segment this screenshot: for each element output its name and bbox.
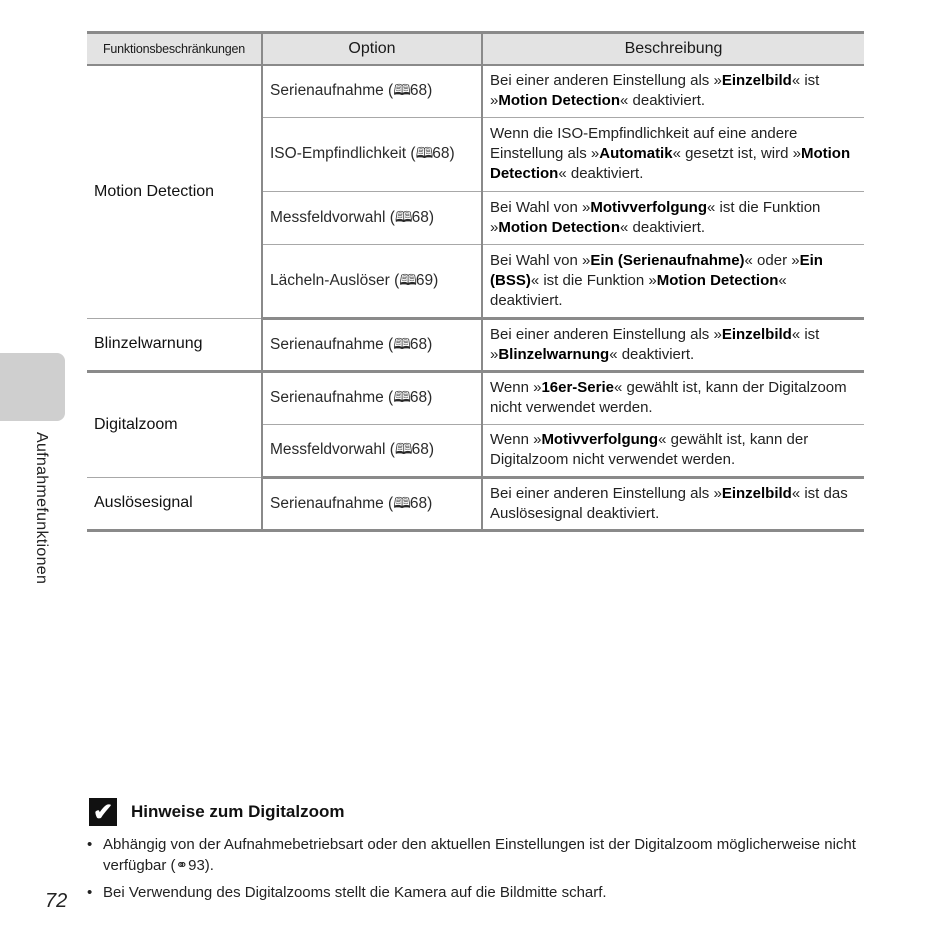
book-icon: 🕮 <box>394 441 412 458</box>
note-box <box>87 795 887 909</box>
desc-cell <box>482 65 864 117</box>
desc-text: « ist » <box>490 72 820 110</box>
desc-bold-text: Motivverfolgung <box>541 431 659 448</box>
desc-text: « gewählt ist, kann der Digitalzoom nicht verwendet werden. <box>490 431 809 468</box>
page-ref: 68) <box>411 208 434 226</box>
option-label: Lächeln-Auslöser ( <box>270 271 400 289</box>
func-blinzelwarnung: Blinzelwarnung <box>87 318 262 371</box>
desc-text: « gewählt ist, kann der Digitalzoom nicht verwendet werden. <box>490 379 847 416</box>
book-icon: 🕮 <box>393 494 410 512</box>
desc-cell <box>482 371 864 424</box>
desc-bold-text: 16er-Serie <box>541 379 614 396</box>
desc-text: « ist die Funktion » <box>490 198 821 236</box>
desc-text: « ist » <box>490 325 820 363</box>
page-ref: 68) <box>409 335 433 353</box>
option-cell <box>262 117 482 191</box>
desc-text: Bei einer anderen Einstellung als » <box>490 72 722 90</box>
chapter-tab <box>0 353 65 421</box>
desc-text: « deaktiviert. <box>609 345 695 363</box>
option-cell <box>262 191 482 244</box>
book-icon: 🕮 <box>393 335 410 353</box>
desc-bold-text: Einzelbild <box>721 484 792 502</box>
option-cell <box>262 424 482 477</box>
book-icon: 🕮 <box>394 208 412 226</box>
desc-text: « deaktiviert. <box>490 271 787 309</box>
func-motion-detection: Motion Detection <box>87 65 262 318</box>
desc-bold-text: Automatik <box>599 145 673 162</box>
desc-cell <box>482 244 864 318</box>
desc-text: « ist die Funktion » <box>530 271 657 289</box>
desc-bold-text: Einzelbild <box>721 325 792 343</box>
option-cell <box>262 244 482 318</box>
page-ref: 68) <box>409 494 433 512</box>
list-item: • Abhängig von der Aufnahmebetriebsart oder den aktuellen Einstellungen ist der Digitalzoom möglicherweise nicht verfügbar (⚭93). <box>87 834 887 876</box>
option-label: ISO-Empfindlichkeit ( <box>270 145 416 162</box>
page-ref: 69) <box>415 271 439 289</box>
desc-bold-text: Motivverfolgung <box>590 198 707 216</box>
desc-text: Wenn » <box>490 379 542 396</box>
option-cell <box>262 65 482 117</box>
table-header-row <box>87 33 864 66</box>
desc-text: « gesetzt ist, wird » <box>672 145 801 162</box>
page-ref: 68) <box>409 389 433 406</box>
option-label: Serienaufnahme ( <box>270 335 394 353</box>
header-desc: Beschreibung <box>482 33 864 66</box>
page-ref: 68) <box>411 441 434 458</box>
desc-cell <box>482 191 864 244</box>
table-row <box>87 65 864 117</box>
option-cell <box>262 371 482 424</box>
desc-text: « oder » <box>744 251 800 269</box>
book-icon: 🕮 <box>393 389 410 406</box>
desc-text: Wenn die ISO-Empfindlichkeit auf eine andere Einstellung als » <box>490 125 798 162</box>
book-icon: 🕮 <box>415 145 433 162</box>
desc-bold-text: Ein (BSS) <box>490 251 823 289</box>
desc-text: Bei einer anderen Einstellung als » <box>490 484 722 502</box>
func-digitalzoom: Digitalzoom <box>87 371 262 477</box>
desc-text: Bei einer anderen Einstellung als » <box>490 325 722 343</box>
book-icon: 🕮 <box>393 82 410 100</box>
option-label: Serienaufnahme ( <box>270 82 394 100</box>
option-cell <box>262 318 482 371</box>
desc-bold-text: Einzelbild <box>721 72 792 90</box>
desc-bold-text: Blinzelwarnung <box>498 345 610 363</box>
desc-cell <box>482 117 864 191</box>
page-ref: 68) <box>409 82 433 100</box>
chapter-label: Aufnahmefunktionen <box>33 432 50 585</box>
table-row <box>87 318 864 371</box>
note-list <box>87 834 887 903</box>
desc-bold-text: Motion Detection <box>656 271 779 289</box>
desc-cell <box>482 318 864 371</box>
option-label: Messfeldvorwahl ( <box>270 441 395 458</box>
restrictions-table <box>87 31 864 532</box>
option-cell <box>262 477 482 530</box>
table-row <box>87 371 864 424</box>
func-ausloesesignal: Auslösesignal <box>87 477 262 530</box>
desc-bold-text: Motion Detection <box>498 218 620 236</box>
desc-text: « deaktiviert. <box>558 165 644 182</box>
desc-text: Bei Wahl von » <box>490 198 591 216</box>
desc-text: « ist das Auslösesignal deaktiviert. <box>490 484 848 522</box>
desc-cell <box>482 424 864 477</box>
desc-bold-text: Motion Detection <box>490 145 851 182</box>
note-header <box>87 795 887 829</box>
book-icon: 🕮 <box>399 271 416 289</box>
desc-text: Bei Wahl von » <box>490 251 591 269</box>
header-option: Option <box>262 33 482 66</box>
page-ref: 68) <box>432 145 455 162</box>
list-item: • Bei Verwendung des Digitalzooms stellt die Kamera auf die Bildmitte scharf. <box>87 882 887 903</box>
desc-text: « deaktiviert. <box>620 92 706 110</box>
desc-text: « deaktiviert. <box>620 218 706 236</box>
note-title: Hinweise zum Digitalzoom <box>131 802 345 821</box>
header-func: Funktionsbeschränkungen <box>87 33 262 66</box>
desc-bold-text: Ein (Serienaufnahme) <box>590 251 745 269</box>
table-row <box>87 477 864 530</box>
option-label: Serienaufnahme ( <box>270 389 394 406</box>
option-label: Serienaufnahme ( <box>270 494 394 512</box>
page-number: 72 <box>45 890 68 912</box>
option-label: Messfeldvorwahl ( <box>270 208 395 226</box>
desc-bold-text: Motion Detection <box>498 92 620 110</box>
checkmark-icon: ✔ <box>89 798 117 826</box>
desc-cell <box>482 477 864 530</box>
desc-text: Wenn » <box>490 431 542 448</box>
